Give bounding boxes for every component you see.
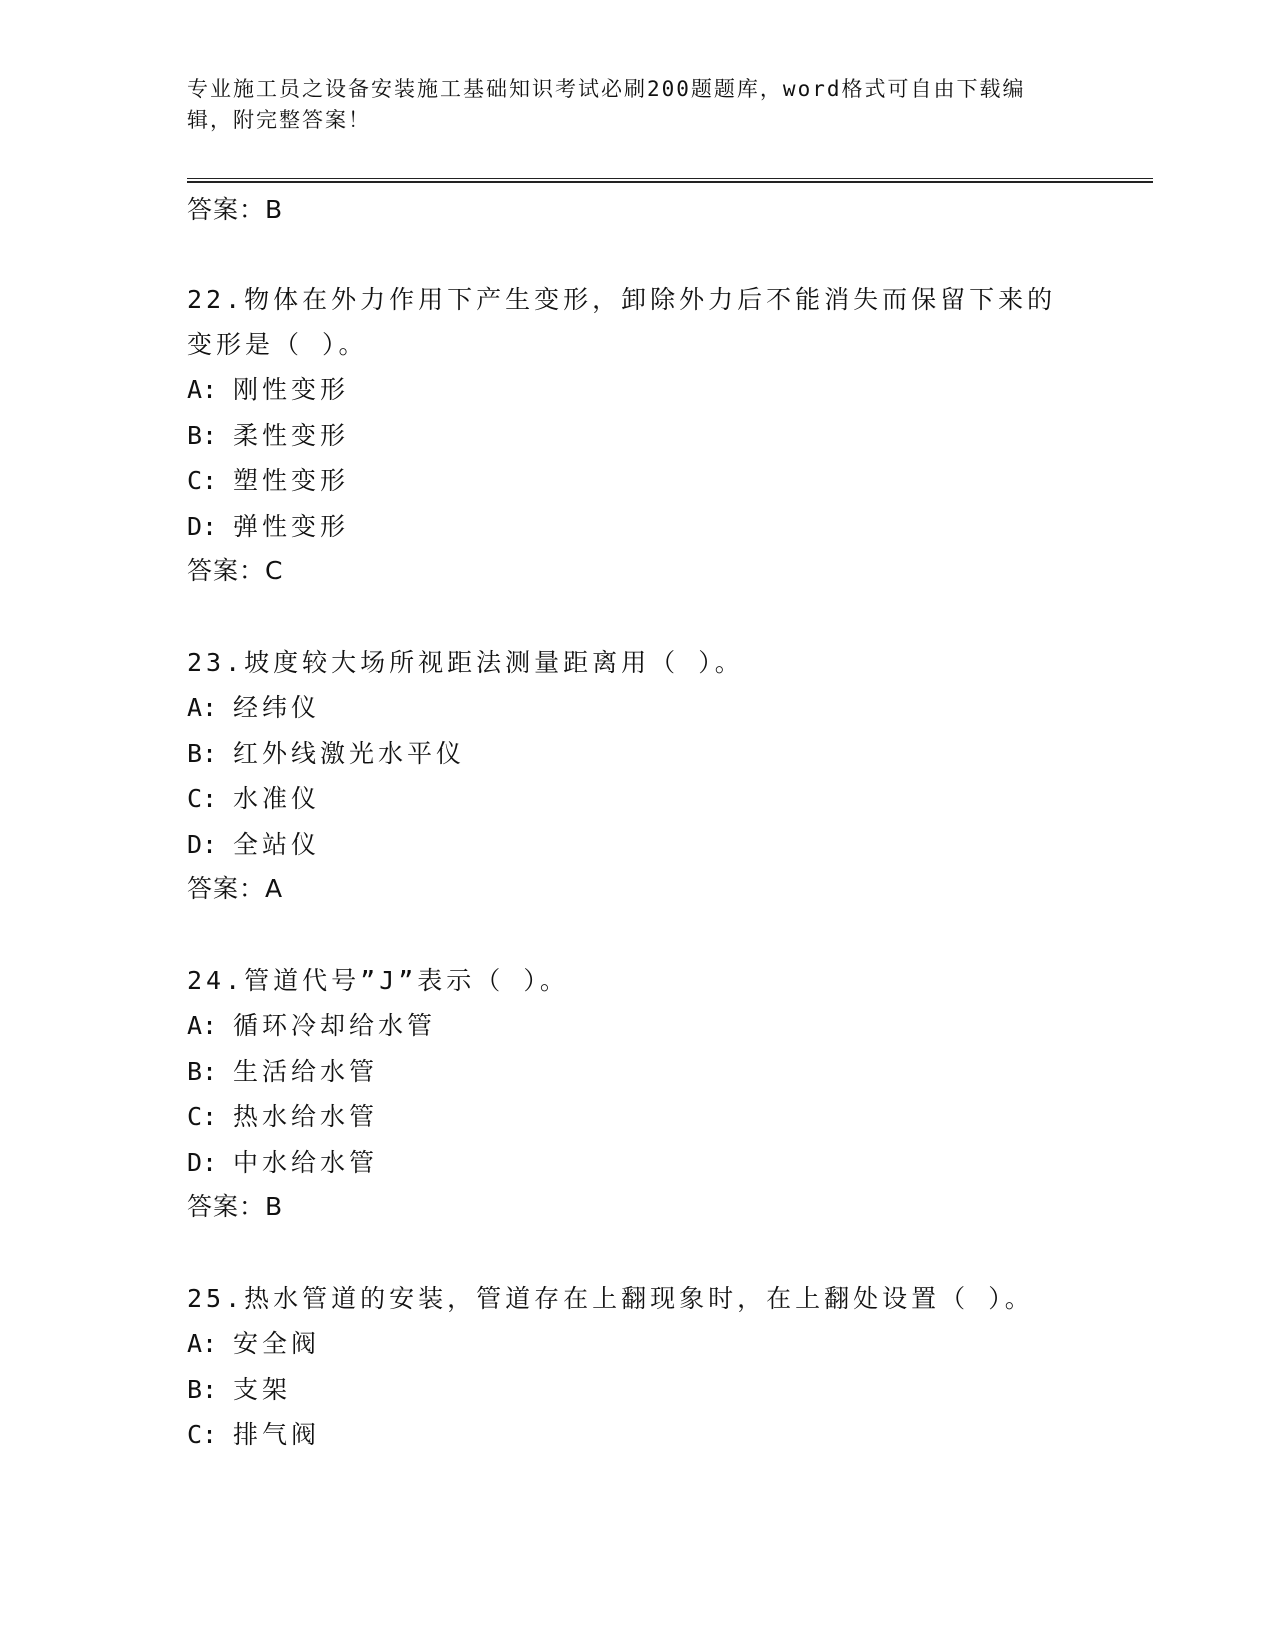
option-c — [187, 1412, 1087, 1458]
option-c — [187, 1094, 1087, 1140]
question-item — [187, 958, 1087, 1229]
option-c — [187, 458, 1087, 504]
option-text: 弹性变形 — [233, 511, 350, 541]
option-text: 水准仪 — [233, 784, 321, 813]
option-d — [187, 1140, 1087, 1186]
option-text: 中水给水管 — [233, 1147, 379, 1177]
option-key: C: — [187, 466, 218, 495]
option-text: 红外线激光水平仪 — [233, 738, 466, 768]
option-d — [187, 822, 1087, 868]
question-stem: 24.管道代号”J”表示（ ）。 — [187, 966, 569, 995]
option-text: 支架 — [233, 1374, 292, 1404]
option-key: C: — [187, 1102, 218, 1131]
question-list — [187, 190, 1087, 1458]
option-key: A: — [187, 1011, 218, 1040]
answer-line: 答案：B — [187, 1192, 284, 1221]
answer-line: 答案：A — [187, 874, 284, 903]
option-key: C: — [187, 784, 218, 813]
answer-line: 答案：B — [187, 195, 284, 224]
option-text: 全站仪 — [233, 829, 321, 859]
option-text: 循环冷却给水管 — [233, 1011, 437, 1040]
option-text: 安全阀 — [233, 1329, 321, 1358]
document-header: 专业施工员之设备安装施工基础知识考试必刷200题题库，word格式可自由下载编辑，附完整答案！ — [187, 77, 1026, 132]
option-c — [187, 776, 1087, 822]
option-key: C: — [187, 1420, 218, 1449]
option-a — [187, 1003, 1087, 1049]
option-key: A: — [187, 1329, 218, 1358]
option-key: A: — [187, 375, 218, 404]
header-divider — [187, 178, 1153, 183]
option-key: D: — [187, 511, 218, 541]
option-b — [187, 1049, 1087, 1095]
option-key: D: — [187, 1147, 218, 1177]
option-text: 热水给水管 — [233, 1102, 379, 1131]
question-item — [187, 277, 1087, 593]
option-key: B: — [187, 420, 218, 450]
question-stem: 25.热水管道的安装，管道存在上翻现象时，在上翻处设置（ ）。 — [187, 1284, 1034, 1313]
option-a — [187, 367, 1087, 413]
option-b — [187, 1367, 1087, 1413]
question-stem: 23.坡度较大场所视距法测量距离用（ ）。 — [187, 648, 744, 677]
option-text: 柔性变形 — [233, 420, 350, 450]
option-b — [187, 413, 1087, 459]
option-key: A: — [187, 693, 218, 722]
question-item — [187, 1276, 1087, 1458]
option-key: D: — [187, 829, 218, 859]
question-stem: 22.物体在外力作用下产生变形，卸除外力后不能消失而保留下来的变形是（ ）。 — [187, 285, 1057, 359]
option-text: 生活给水管 — [233, 1056, 379, 1086]
option-text: 排气阀 — [233, 1420, 321, 1449]
option-a — [187, 1321, 1087, 1367]
question-item — [187, 640, 1087, 911]
answer-line: 答案：C — [187, 556, 284, 585]
option-key: B: — [187, 1056, 218, 1086]
option-key: B: — [187, 738, 218, 768]
option-key: B: — [187, 1374, 218, 1404]
option-b — [187, 731, 1087, 777]
option-d — [187, 504, 1087, 550]
option-a — [187, 685, 1087, 731]
option-text: 刚性变形 — [233, 375, 350, 404]
option-text: 经纬仪 — [233, 693, 321, 722]
option-text: 塑性变形 — [233, 466, 350, 495]
